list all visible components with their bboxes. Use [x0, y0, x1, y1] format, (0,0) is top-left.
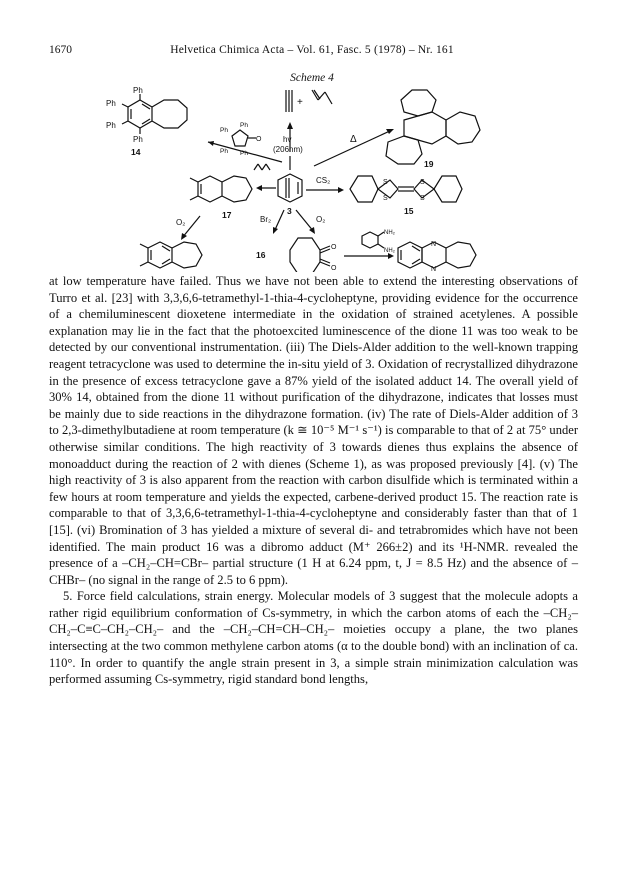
compound-label-17: 17	[222, 210, 232, 220]
tetracyclone-structure	[232, 130, 256, 146]
sulfur-label: S	[420, 195, 425, 202]
hv-label: hv	[283, 135, 292, 144]
compound-19-structure	[386, 90, 480, 164]
o2-label: O₂	[316, 215, 326, 224]
compound-11-structure	[290, 238, 330, 272]
arrowhead	[273, 227, 278, 234]
phenyl-label: Ph	[220, 127, 228, 134]
compound-label-15: 15	[404, 206, 414, 216]
phenyl-label: Ph	[133, 86, 143, 95]
arrowhead	[256, 185, 262, 191]
phenylenediamine-reagent	[362, 232, 384, 248]
plus-sign: +	[297, 97, 303, 108]
phenyl-label: Ph	[240, 150, 248, 157]
arrowhead	[386, 129, 394, 134]
compound-14-structure	[122, 94, 187, 134]
reaction-scheme	[80, 86, 520, 272]
phenyl-label: Ph	[240, 122, 248, 129]
nitrogen-label: N	[431, 241, 437, 248]
oxygen-label: O	[256, 136, 262, 143]
phenyl-label: Ph	[220, 148, 228, 155]
compound-label-14: 14	[131, 147, 141, 157]
phenyl-label: Ph	[133, 135, 143, 144]
ethyne-butadiene-structure	[286, 90, 332, 112]
sulfur-label: S	[383, 195, 388, 202]
running-head: Helvetica Chimica Acta – Vol. 61, Fasc. 5 (1978) – Nr. 161	[170, 44, 454, 56]
paragraph: 5. Force field calculations, strain energy. Molecular models of 3 suggest that the molecule adopts a rather rigid equilibrium conformation of Cs-symmetry, in which the carbon atoms of each the –CH₂–CH₂–C≡C–CH₂–CH₂– and the –CH₂–CH=CH–CH₂– moieties occupy a plane, the two planes intersecting at the two common methylene carbon atoms (α to the double bond) with an inclination of ca. 110°. In order to quantify the angle strain present in 3, a simple strain minimization calculation was performed assuming Cs-symmetry, rigid standard bond lengths,	[49, 589, 578, 687]
compound-17-structure	[190, 176, 252, 202]
amine-label: NH₂	[384, 248, 395, 254]
scheme-title: Scheme 4	[290, 72, 334, 84]
phenyl-label: Ph	[106, 99, 116, 108]
article-body	[49, 273, 578, 688]
br2-label: Br₂	[260, 215, 272, 224]
arrowhead	[287, 122, 293, 129]
phenyl-label: Ph	[106, 121, 116, 130]
paragraph: at low temperature have failed. Thus we have not been able to extend the interesting observations of Turro et al. [23] with 3,3,6,6-tetramethyl-1-thia-4-cycloheptyne, providing evidence for the occurrence of a chemiluminescent dioxetene intermediate in the oxidation of strained acetylenes. A possible explanation may lie in the fact that the photoexcited luminescence of the dione 11 was too weak to be detected by our conventional instrumentation. (iii) The Diels-Alder addition to the well-known trapping reagent tetracyclone was used to determine the in-situ yield of 3. Oxidation of recrystallized dihydrazone in the presence of excess tetracyclone gave a 87% yield of the isolated adduct 14. The overall yield of 30% 14, obtained from the dione 11 without purification of the dihydrazone, indicates that losses must be mainly due to side reactions in the dihydrazone formation. (iv) The rate of Diels-Alder addition of 3 to 2,3-dimethylbutadiene at room temperature (k ≅ 10⁻⁵ M⁻¹ s⁻¹) is comparable to that of 2 at 75° under otherwise similar conditions. The high reactivity of 3 towards dienes thus explains the absence of monoadduct during the reaction of 2 with dienes (Scheme 1), as was proposed previously [4]. (v) The high reactivity of 3 is also apparent from the reaction with carbon disulfide which is terminated within a few hours at room temperature and yields the expected, carbene-derived product 15. The reaction rate is comparable to that of 3,3,6,6-tetramethyl-1-thia-4-cycloheptyne and considerably faster than that of 1 [15]. (vi) Bromination of 3 has yielded a mixture of several di- and tetrabromides which have not been identified. The main product 16 was a dibromo adduct (M⁺ 266±2) and its ¹H-NMR. revealed the presence of a –CH₂–CH=CBr– partial structure (1 H at 6.24 ppm, t, J = 8.5 Hz) and the absence of –CHBr– (no signal in the range of 2.5 to 6 ppm).	[49, 274, 578, 587]
heat-label: Δ	[350, 134, 357, 145]
compound-18-structure	[140, 242, 202, 268]
running-header	[0, 44, 624, 58]
arrowhead	[181, 233, 187, 240]
amine-label: NH₂	[384, 230, 395, 236]
o2-label: O₂	[176, 218, 186, 227]
compound-15-structure	[350, 176, 462, 202]
compound-label-3: 3	[287, 206, 292, 216]
sulfur-label: S	[420, 179, 425, 186]
compound-13-structure	[398, 242, 476, 268]
arrowhead	[309, 227, 315, 234]
oxygen-label: O	[331, 244, 337, 251]
nitrogen-label: N	[431, 266, 437, 272]
dimethylbutadiene-reagent	[254, 164, 270, 170]
cs2-label: CS₂	[316, 176, 331, 185]
arrowhead	[338, 187, 344, 193]
wavelength-label: (206nm)	[273, 145, 303, 154]
page-number: 1670	[49, 44, 72, 56]
compound-label-16: 16	[256, 250, 266, 260]
sulfur-label: S	[383, 179, 388, 186]
oxygen-label: O	[331, 265, 337, 272]
compound-3-structure	[278, 174, 302, 202]
compound-label-19: 19	[424, 159, 434, 169]
